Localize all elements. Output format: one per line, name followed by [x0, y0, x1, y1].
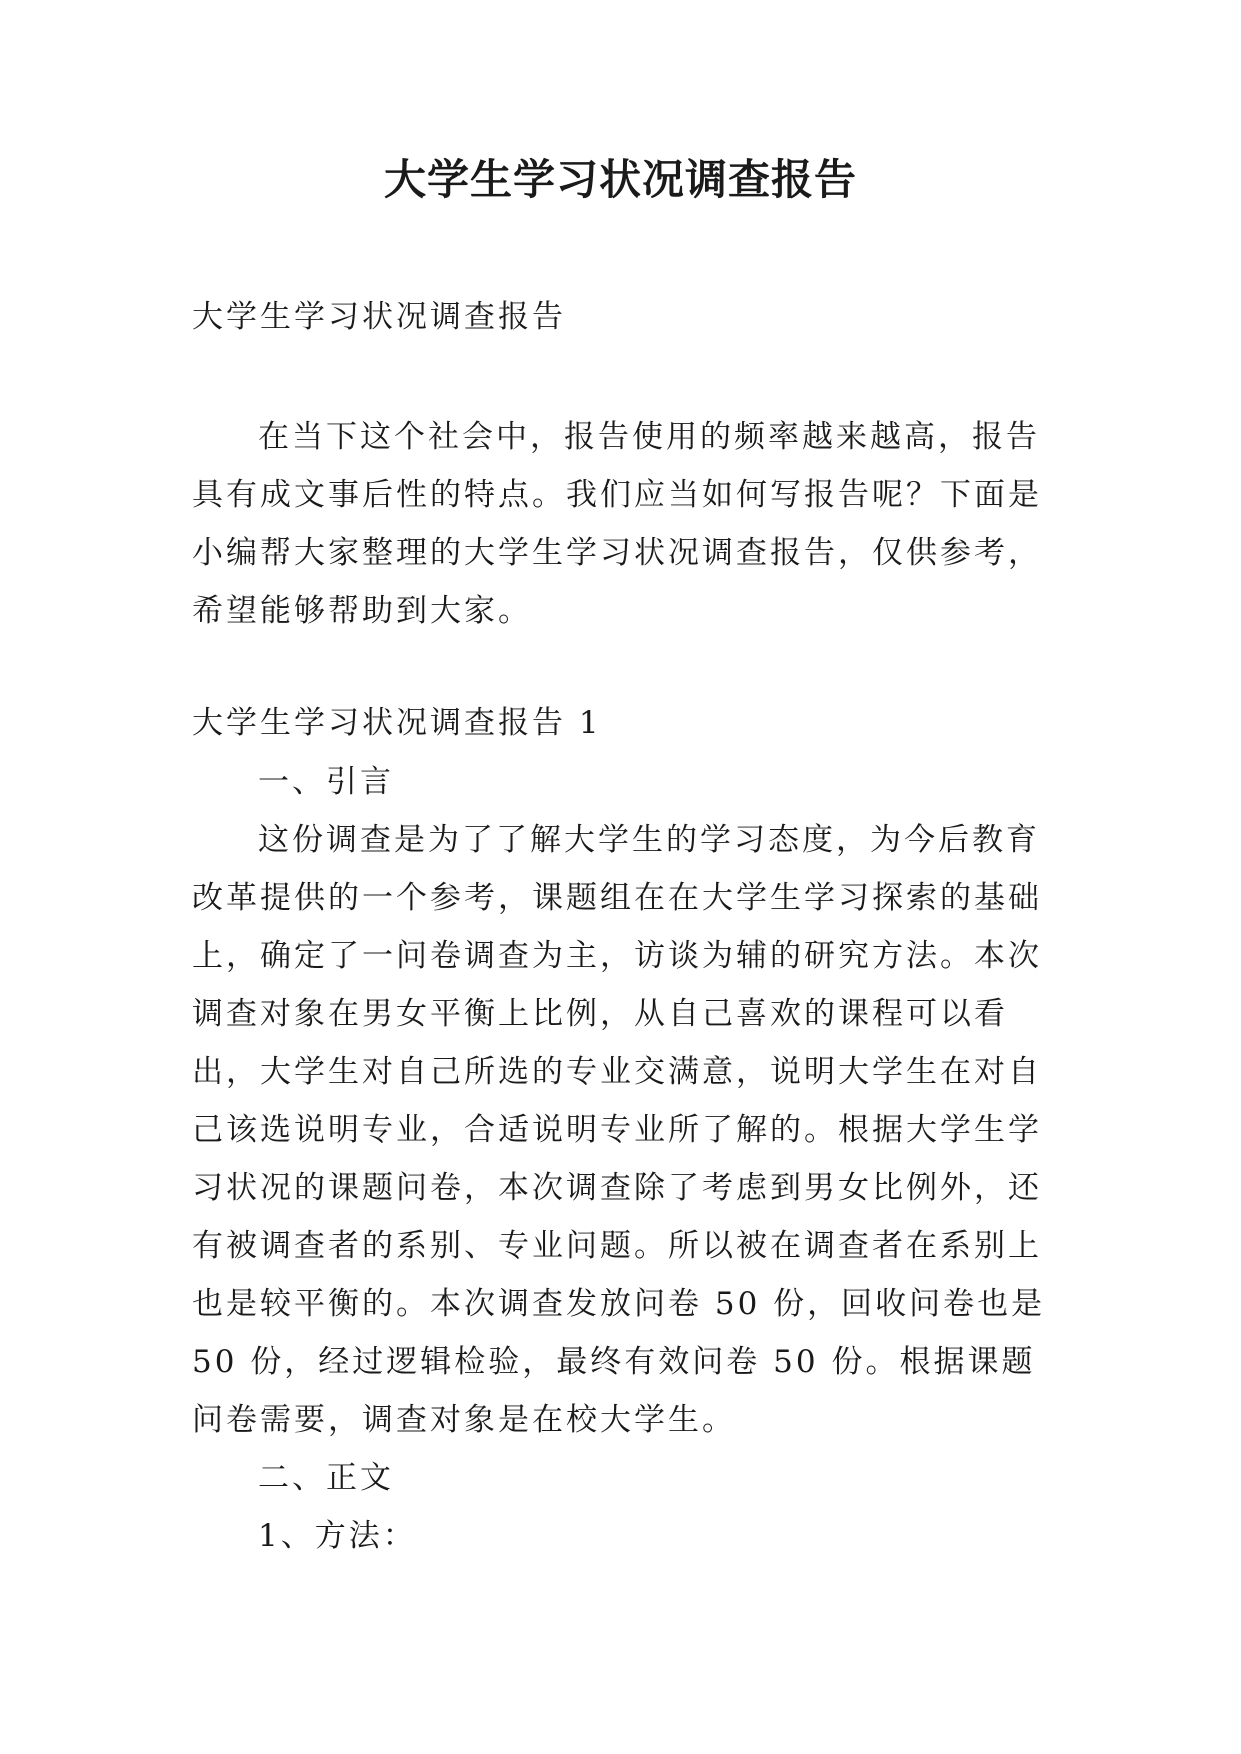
heading-introduction: 一、引言	[258, 764, 394, 800]
intro-paragraph: 在当下这个社会中，报告使用的频率越来越高，报告具有成文事后性的特点。我们应当如何写报告呢？下面是小编帮大家整理的大学生学习状况调查报告，仅供参考，希望能够帮助到大家。	[192, 419, 1042, 629]
section-body	[192, 753, 1052, 1565]
heading-main-text: 二、正文	[258, 1460, 394, 1496]
document-subtitle: 大学生学习状况调查报告	[192, 299, 566, 335]
section-title: 大学生学习状况调查报告 1	[192, 705, 602, 741]
heading-method: 1、方法：	[258, 1518, 417, 1554]
body-paragraph: 这份调查是为了了解大学生的学习态度，为今后教育改革提供的一个参考，课题组在在大学生学习探索的基础上，确定了一问卷调查为主，访谈为辅的研究方法。本次调查对象在男女平衡上比例，从自己喜欢的课程可以看出，大学生对自己所选的专业交满意，说明大学生在对自己该选说明专业，合适说明专业所了解的。根据大学生学习状况的课题问卷，本次调查除了考虑到男女比例外，还有被调查者的系别、专业问题。所以被在调查者在系别上也是较平衡的。本次调查发放问卷 50 份，回收问卷也是 50 份，经过逻辑检验，最终有效问卷 50 份。根据课题问卷需要，调查对象是在校大学生。	[192, 822, 1046, 1438]
document-title: 大学生学习状况调查报告	[383, 155, 857, 204]
